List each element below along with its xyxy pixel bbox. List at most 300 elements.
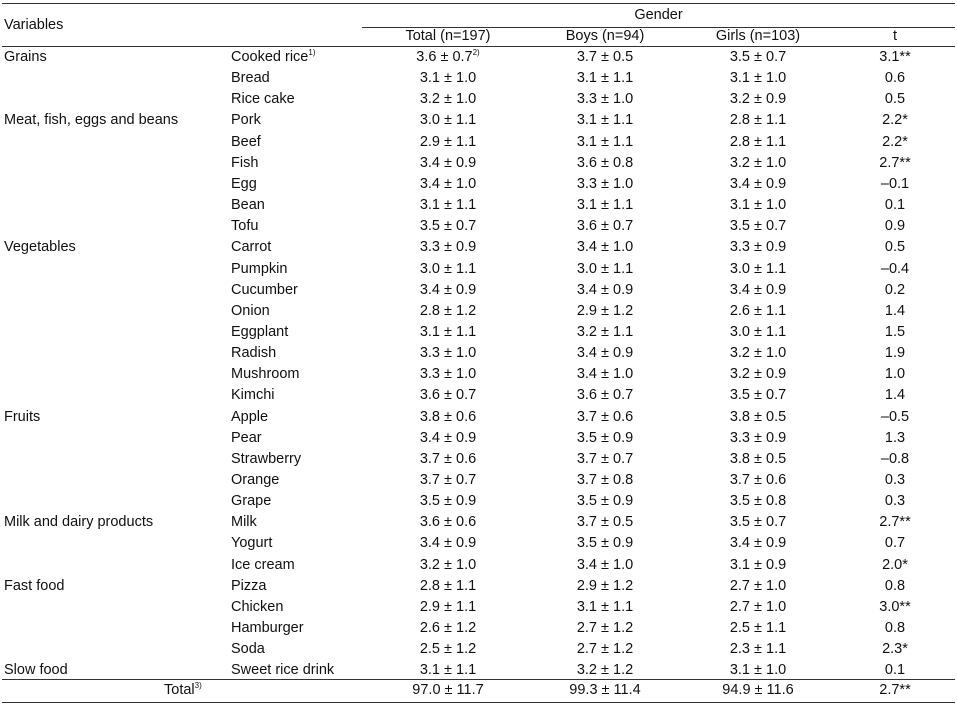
header-t: t: [892, 28, 898, 44]
girls-cell-text: 3.1 ± 1.0: [729, 662, 787, 679]
food-cell: [231, 322, 288, 343]
t-cell: [845, 89, 945, 110]
t-cell: [845, 364, 945, 385]
total-cell: [362, 195, 534, 216]
girls-cell-text: 2.7 ± 1.0: [729, 577, 787, 594]
total-cell-text: 3.0 ± 1.1: [419, 112, 477, 129]
girls-cell: [680, 639, 836, 660]
t-cell: [845, 660, 945, 681]
food-cell-text: Bean: [231, 197, 265, 214]
header-girls: Girls (n=103): [715, 28, 801, 44]
food-cell-text: Yogurt: [231, 535, 273, 552]
total-cell-text: 2.8 ± 1.1: [419, 577, 477, 594]
food-cell-text: Rice cake: [231, 91, 295, 108]
food-cell: [231, 280, 298, 301]
t-cell-text: –0.5: [880, 408, 910, 425]
total-cell: [362, 576, 534, 597]
t-cell: [845, 132, 945, 153]
girls-cell-text: 3.5 ± 0.7: [729, 514, 787, 531]
girls-cell: [680, 237, 836, 258]
boys-cell-text: 2.9 ± 1.2: [576, 577, 634, 594]
girls-cell: [680, 576, 836, 597]
total-cell-text: 3.0 ± 1.1: [419, 260, 477, 277]
girls-cell-text: 3.5 ± 0.8: [729, 493, 787, 510]
total-cell-text: 3.4 ± 1.0: [419, 175, 477, 192]
category-cell-text: Fruits: [4, 408, 41, 425]
girls-cell: [680, 195, 836, 216]
footnote-marker: 2): [472, 48, 480, 58]
total-cell-text: 2.8 ± 1.2: [419, 302, 477, 319]
category-cell-text: Slow food: [4, 662, 68, 679]
t-cell: [845, 343, 945, 364]
boys-cell-text: 3.3 ± 1.0: [576, 91, 634, 108]
boys-cell: [527, 449, 683, 470]
girls-cell: [680, 597, 836, 618]
total-cell-text: 3.1 ± 1.1: [419, 662, 477, 679]
t-cell: [845, 216, 945, 237]
girls-cell: [680, 555, 836, 576]
t-cell-text: 2.7**: [879, 514, 911, 531]
food-cell: [231, 491, 271, 512]
food-cell: [231, 343, 276, 364]
girls-cell: [680, 428, 836, 449]
boys-cell: [527, 660, 683, 681]
food-cell: [231, 153, 258, 174]
girls-cell-text: 2.3 ± 1.1: [729, 641, 787, 658]
bottom-rule: [2, 702, 955, 703]
girls-cell: [680, 449, 836, 470]
boys-cell: [527, 89, 683, 110]
total-cell-text: 3.8 ± 0.6: [419, 408, 477, 425]
t-cell: [845, 385, 945, 406]
t-cell-text: –0.1: [880, 175, 910, 192]
category-cell-text: Grains: [4, 49, 47, 65]
food-cell-text: Orange: [231, 472, 280, 488]
boys-cell: [527, 195, 683, 216]
boys-cell-text: 3.4 ± 0.9: [576, 281, 634, 298]
total-cell-text: 3.3 ± 1.0: [419, 345, 477, 362]
girls-cell-text: 3.1 ± 1.0: [729, 70, 787, 87]
girls-cell-text: 3.3 ± 0.9: [729, 429, 787, 446]
food-cell-text: Tofu: [231, 218, 259, 235]
girls-cell-text: 2.6 ± 1.1: [729, 302, 787, 319]
header-gender: Gender: [634, 7, 683, 23]
food-cell-text: Pear: [231, 429, 262, 446]
boys-cell: [527, 322, 683, 343]
total-cell-text: 3.6 ± 0.7: [416, 49, 473, 65]
t-cell: [845, 428, 945, 449]
boys-cell: [527, 428, 683, 449]
girls-cell: [680, 618, 836, 639]
total-cell: [362, 343, 534, 364]
food-cell-text: Apple: [231, 408, 269, 425]
boys-cell-text: 3.1 ± 1.1: [576, 598, 634, 615]
t-cell-text: 0.7: [884, 535, 906, 552]
boys-cell: [527, 576, 683, 597]
food-cell-text: Pumpkin: [231, 260, 288, 277]
food-cell: [231, 576, 266, 597]
food-cell: [231, 259, 287, 280]
t-cell-text: 1.5: [884, 323, 906, 340]
total-cell-text: 3.3 ± 0.9: [419, 239, 477, 256]
food-cell-text: Cucumber: [231, 281, 298, 298]
total-cell: [362, 259, 534, 280]
total-cell: [362, 322, 534, 343]
girls-cell: [680, 407, 836, 428]
food-cell-text: Kimchi: [231, 387, 275, 404]
boys-cell: [527, 216, 683, 237]
boys-cell: [527, 407, 683, 428]
food-cell: [231, 195, 265, 216]
girls-cell: [680, 47, 836, 68]
boys-cell-text: 3.5 ± 0.9: [576, 429, 634, 446]
t-cell-text: 0.6: [884, 70, 906, 87]
food-cell-text: Chicken: [231, 598, 284, 615]
category-cell-text: Milk and dairy products: [4, 514, 154, 531]
boys-cell-text: 3.5 ± 0.9: [576, 535, 634, 552]
girls-cell: [680, 110, 836, 131]
boys-cell: [527, 533, 683, 554]
t-cell: [845, 259, 945, 280]
total-row-t: 2.7**: [879, 682, 911, 698]
girls-cell: [680, 132, 836, 153]
t-cell-text: 0.1: [884, 197, 906, 214]
food-cell: [231, 301, 270, 322]
t-cell-text: 0.2: [884, 281, 906, 298]
food-cell-text: Sweet rice drink: [231, 662, 335, 679]
t-cell: [845, 533, 945, 554]
boys-cell: [527, 47, 683, 68]
boys-cell-text: 3.7 ± 0.8: [576, 472, 634, 488]
total-cell-text: 3.2 ± 1.0: [419, 556, 477, 573]
girls-cell: [680, 533, 836, 554]
food-cell-text: Carrot: [231, 239, 272, 256]
t-cell: [845, 639, 945, 660]
t-cell-text: 0.1: [884, 662, 906, 679]
girls-cell-text: 3.4 ± 0.9: [729, 535, 787, 552]
food-cell: [231, 660, 334, 681]
total-cell: [362, 533, 534, 554]
boys-cell-text: 3.2 ± 1.2: [576, 662, 634, 679]
t-cell-text: 2.3*: [882, 641, 908, 658]
t-cell: [845, 597, 945, 618]
girls-cell-text: 3.8 ± 0.5: [729, 408, 787, 425]
total-cell: [362, 153, 534, 174]
boys-cell-text: 3.5 ± 0.9: [576, 493, 634, 510]
girls-cell-text: 3.2 ± 1.0: [729, 154, 787, 171]
boys-cell-text: 2.7 ± 1.2: [576, 641, 634, 658]
boys-cell-text: 3.2 ± 1.1: [576, 323, 634, 340]
total-cell: [362, 132, 534, 153]
boys-cell: [527, 132, 683, 153]
t-cell: [845, 68, 945, 89]
t-cell-text: 0.3: [884, 493, 906, 510]
t-cell: [845, 555, 945, 576]
boys-cell: [527, 597, 683, 618]
girls-cell: [680, 385, 836, 406]
food-cell: [231, 449, 301, 470]
girls-cell: [680, 491, 836, 512]
t-cell: [845, 280, 945, 301]
total-cell: [362, 470, 534, 491]
total-row-boys: 99.3 ± 11.4: [569, 682, 641, 698]
food-cell: [231, 533, 272, 554]
food-cell-text: Fish: [231, 154, 259, 171]
boys-cell-text: 3.6 ± 0.7: [576, 218, 634, 235]
boys-cell: [527, 259, 683, 280]
total-cell-text: 2.9 ± 1.1: [419, 133, 477, 150]
food-cell: [231, 110, 261, 131]
boys-cell: [527, 512, 683, 533]
t-cell: [845, 322, 945, 343]
food-cell-text: Pork: [231, 112, 261, 129]
total-cell-text: 3.7 ± 0.6: [419, 450, 477, 467]
footnote-marker: 1): [308, 48, 316, 58]
girls-cell: [680, 512, 836, 533]
food-cell: [231, 512, 257, 533]
food-cell: [231, 89, 295, 110]
girls-cell-text: 2.7 ± 1.0: [729, 598, 787, 615]
t-cell: [845, 576, 945, 597]
t-cell: [845, 470, 945, 491]
boys-cell-text: 3.6 ± 0.7: [576, 387, 634, 404]
total-cell: [362, 216, 534, 237]
t-cell-text: –0.8: [880, 450, 910, 467]
total-cell-text: 2.5 ± 1.2: [419, 641, 477, 658]
total-cell-text: 3.7 ± 0.7: [419, 472, 477, 488]
total-cell: [362, 660, 534, 681]
total-cell-text: 3.1 ± 1.0: [419, 70, 477, 87]
t-cell-text: 1.4: [884, 387, 906, 404]
food-cell: [231, 216, 258, 237]
food-cell-text: Eggplant: [231, 323, 289, 340]
category-cell: [4, 110, 178, 131]
total-cell-text: 2.6 ± 1.2: [419, 620, 477, 637]
t-cell: [845, 491, 945, 512]
girls-cell: [680, 174, 836, 195]
food-cell-text: Bread: [231, 70, 270, 87]
total-cell-text: 2.9 ± 1.1: [419, 598, 477, 615]
total-cell-text: 3.2 ± 1.0: [419, 91, 477, 108]
girls-cell-text: 3.0 ± 1.1: [729, 323, 787, 340]
food-cell-text: Egg: [231, 175, 257, 192]
girls-cell-text: 3.2 ± 0.9: [729, 91, 787, 108]
total-row-girls: 94.9 ± 11.6: [722, 682, 794, 698]
t-cell-text: 0.8: [884, 577, 906, 594]
total-cell: [362, 68, 534, 89]
category-cell-text: Vegetables: [4, 239, 76, 256]
boys-cell-text: 3.3 ± 1.0: [576, 175, 634, 192]
category-cell-text: Meat, fish, eggs and beans: [4, 112, 179, 129]
food-cell: [231, 385, 275, 406]
boys-cell-text: 3.1 ± 1.1: [576, 70, 634, 87]
header-total: Total (n=197): [405, 28, 491, 44]
total-cell: [362, 407, 534, 428]
food-cell-text: Onion: [231, 302, 270, 319]
food-cell: [231, 364, 300, 385]
t-cell: [845, 237, 945, 258]
boys-cell: [527, 618, 683, 639]
food-cell-text: Pizza: [231, 577, 267, 594]
total-cell: [362, 491, 534, 512]
food-cell: [231, 597, 283, 618]
boys-cell: [527, 153, 683, 174]
boys-cell-text: 2.7 ± 1.2: [576, 620, 634, 637]
food-cell: [231, 555, 295, 576]
t-cell-text: 0.8: [884, 620, 906, 637]
total-cell-text: 3.5 ± 0.7: [419, 218, 477, 235]
total-cell: [362, 385, 534, 406]
girls-cell-text: 3.2 ± 1.0: [729, 345, 787, 362]
t-cell-text: 1.4: [884, 302, 906, 319]
food-cell-text: Radish: [231, 345, 277, 362]
girls-cell-text: 2.8 ± 1.1: [729, 112, 787, 129]
total-cell: [362, 237, 534, 258]
t-cell: [845, 174, 945, 195]
boys-cell-text: 3.4 ± 1.0: [576, 366, 634, 383]
boys-cell-text: 3.4 ± 1.0: [576, 556, 634, 573]
total-cell-text: 3.4 ± 0.9: [419, 429, 477, 446]
boys-cell-text: 3.7 ± 0.7: [576, 450, 634, 467]
t-cell-text: 2.2*: [882, 133, 908, 150]
girls-cell-text: 3.4 ± 0.9: [729, 281, 787, 298]
t-cell-text: 1.3: [884, 429, 906, 446]
boys-cell-text: 3.7 ± 0.5: [576, 514, 634, 531]
t-cell-text: 0.5: [884, 239, 906, 256]
t-cell: [845, 407, 945, 428]
girls-cell: [680, 259, 836, 280]
girls-cell: [680, 301, 836, 322]
boys-cell-text: 3.7 ± 0.5: [576, 49, 634, 65]
category-cell: [4, 47, 47, 68]
t-cell: [845, 512, 945, 533]
boys-cell-text: 2.9 ± 1.2: [576, 302, 634, 319]
food-cell-text: Milk: [231, 514, 257, 531]
food-cell: [231, 428, 262, 449]
boys-cell-text: 3.1 ± 1.1: [576, 112, 634, 129]
girls-cell-text: 3.8 ± 0.5: [729, 450, 787, 467]
t-cell-text: 0.3: [884, 472, 906, 488]
girls-cell-text: 3.1 ± 1.0: [729, 197, 787, 214]
total-cell-text: 3.6 ± 0.7: [419, 387, 477, 404]
food-cell: [231, 470, 279, 491]
total-cell-text: 3.4 ± 0.9: [419, 154, 477, 171]
girls-cell: [680, 660, 836, 681]
food-cell-text: Soda: [231, 641, 265, 658]
boys-cell: [527, 385, 683, 406]
girls-cell: [680, 216, 836, 237]
total-cell-text: 3.6 ± 0.6: [419, 514, 477, 531]
girls-cell-text: 3.3 ± 0.9: [729, 239, 787, 256]
girls-cell: [680, 89, 836, 110]
food-cell-text: Beef: [231, 133, 261, 150]
total-cell: [362, 428, 534, 449]
t-cell: [845, 301, 945, 322]
food-cell: [231, 639, 265, 660]
boys-cell: [527, 68, 683, 89]
t-cell-text: 2.7**: [879, 154, 911, 171]
food-cell: [231, 237, 271, 258]
t-cell-text: 1.9: [884, 345, 906, 362]
girls-cell-text: 3.0 ± 1.1: [729, 260, 787, 277]
top-rule: [2, 3, 955, 4]
total-cell: [362, 597, 534, 618]
total-cell: [362, 280, 534, 301]
food-cell-text: Cooked rice: [231, 49, 309, 65]
food-cell-text: Ice cream: [231, 556, 295, 573]
boys-cell: [527, 364, 683, 385]
t-cell: [845, 195, 945, 216]
total-cell: [362, 449, 534, 470]
t-cell-text: 3.0**: [879, 598, 911, 615]
food-cell-text: Hamburger: [231, 620, 304, 637]
girls-cell-text: 3.5 ± 0.7: [729, 218, 787, 235]
food-cell: [231, 47, 316, 68]
total-cell: [362, 555, 534, 576]
boys-cell: [527, 491, 683, 512]
girls-cell: [680, 322, 836, 343]
boys-cell: [527, 470, 683, 491]
girls-cell-text: 3.2 ± 0.9: [729, 366, 787, 383]
boys-cell-text: 3.7 ± 0.6: [576, 408, 634, 425]
boys-cell: [527, 280, 683, 301]
food-cell: [231, 407, 268, 428]
category-cell: [4, 237, 76, 258]
food-cell: [231, 618, 304, 639]
boys-cell-text: 3.1 ± 1.1: [576, 133, 634, 150]
girls-cell-text: 2.8 ± 1.1: [729, 133, 787, 150]
boys-cell-text: 3.4 ± 0.9: [576, 345, 634, 362]
boys-cell: [527, 174, 683, 195]
category-cell-text: Fast food: [4, 577, 65, 594]
food-cell: [231, 174, 257, 195]
category-cell: [4, 512, 153, 533]
category-cell: [4, 407, 40, 428]
total-cell-text: 3.5 ± 0.9: [419, 493, 477, 510]
total-footnote: 3): [194, 681, 202, 691]
t-cell-text: 1.0: [884, 366, 906, 383]
t-cell: [845, 110, 945, 131]
boys-cell-text: 3.4 ± 1.0: [576, 239, 634, 256]
boys-cell-text: 3.1 ± 1.1: [576, 197, 634, 214]
total-cell-text: 3.4 ± 0.9: [419, 535, 477, 552]
boys-cell: [527, 555, 683, 576]
food-cell: [231, 68, 270, 89]
t-cell: [845, 47, 945, 68]
t-cell-text: 0.9: [884, 218, 906, 235]
category-cell: [4, 576, 64, 597]
girls-cell-text: 3.5 ± 0.7: [729, 49, 787, 65]
total-cell-text: 3.1 ± 1.1: [419, 323, 477, 340]
girls-cell-text: 3.1 ± 0.9: [729, 556, 787, 573]
boys-cell: [527, 301, 683, 322]
t-cell-text: 3.1**: [879, 49, 911, 65]
food-cell: [231, 132, 261, 153]
food-cell-text: Strawberry: [231, 450, 302, 467]
girls-cell: [680, 364, 836, 385]
t-cell: [845, 153, 945, 174]
total-cell: [362, 47, 534, 68]
t-cell-text: 0.5: [884, 91, 906, 108]
category-cell: [4, 660, 68, 681]
total-cell-text: 3.4 ± 0.9: [419, 281, 477, 298]
girls-cell-text: 3.7 ± 0.6: [729, 472, 787, 488]
total-cell: [362, 618, 534, 639]
t-cell-text: –0.4: [880, 260, 910, 277]
total-cell: [362, 364, 534, 385]
total-cell: [362, 174, 534, 195]
header-variables: Variables: [4, 17, 64, 33]
